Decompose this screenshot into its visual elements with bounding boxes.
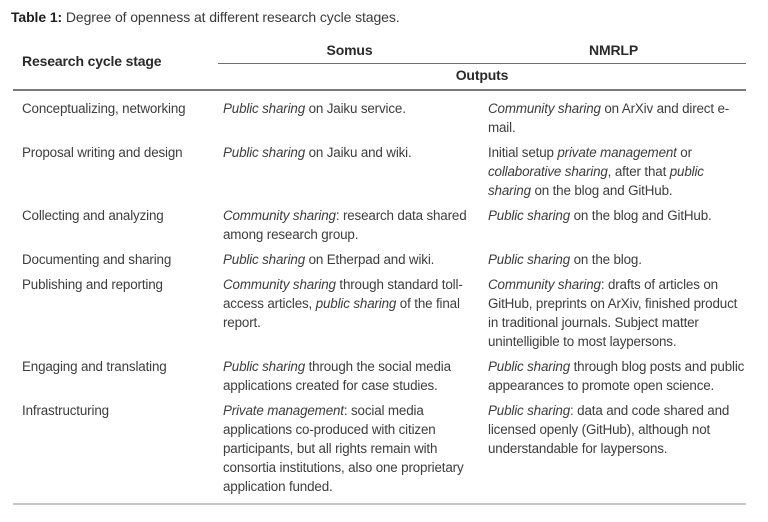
table-row <box>13 354 746 398</box>
stage-cell: Conceptualizing, networking <box>22 101 186 116</box>
nmrlp-cell: Public sharing: data and code shared and licensed openly (GitHub), although not understandable for laypersons. <box>481 398 746 504</box>
table-row <box>13 140 746 203</box>
group-header-row <box>13 39 746 64</box>
somus-cell: Public sharing on Jaiku and wiki. <box>223 145 412 160</box>
table-caption-text: Degree of openness at different research cycle stages. <box>62 9 400 25</box>
table-body <box>13 90 746 504</box>
nmrlp-column-header: NMRLP <box>481 39 746 64</box>
table-row <box>13 203 746 247</box>
nmrlp-cell: Public sharing on the blog. <box>488 252 642 267</box>
stage-cell: Documenting and sharing <box>22 252 172 267</box>
table-caption-label: Table 1: <box>11 9 63 25</box>
stage-cell: Collecting and analyzing <box>22 208 164 223</box>
somus-cell: Public sharing on Jaiku service. <box>223 101 406 116</box>
table-row <box>13 247 746 272</box>
somus-cell: Community sharing: research data shared among research group. <box>223 208 467 242</box>
outputs-header: Outputs <box>218 64 746 91</box>
stage-cell: Engaging and translating <box>22 359 167 374</box>
somus-cell: Community sharing through standard toll-access articles, public sharing of the final report. <box>223 277 463 330</box>
nmrlp-cell: Initial setup private management or collaborative sharing, after that public sharing on the blog and GitHub. <box>488 145 704 198</box>
stage-cell: Publishing and reporting <box>22 277 163 292</box>
table-caption <box>11 7 768 27</box>
nmrlp-cell: Public sharing through blog posts and public appearances to promote open science. <box>488 359 745 393</box>
nmrlp-cell: Community sharing: drafts of articles on GitHub, preprints on ArXiv, finished product in traditional journals. Subject matter unintelligible to most laypersons. <box>488 277 738 349</box>
somus-cell: Private management: social media applications co-produced with citizen participants, but all rights remain with consortia institutions, also one proprietary application funded. <box>218 398 481 504</box>
nmrlp-cell: Community sharing on ArXiv and direct e-mail. <box>488 101 730 135</box>
stage-cell: Proposal writing and design <box>22 145 183 160</box>
somus-cell: Public sharing through the social media applications created for case studies. <box>223 359 451 393</box>
somus-cell: Public sharing on Etherpad and wiki. <box>223 252 435 267</box>
table-row <box>13 90 746 140</box>
openness-table <box>13 39 746 505</box>
stage-column-header: Research cycle stage <box>13 39 218 90</box>
table-row <box>13 272 746 354</box>
table-row <box>13 398 746 504</box>
table-header <box>13 39 746 90</box>
stage-cell: Infrastructuring <box>13 398 218 504</box>
somus-column-header: Somus <box>218 39 481 64</box>
nmrlp-cell: Public sharing on the blog and GitHub. <box>488 208 712 223</box>
